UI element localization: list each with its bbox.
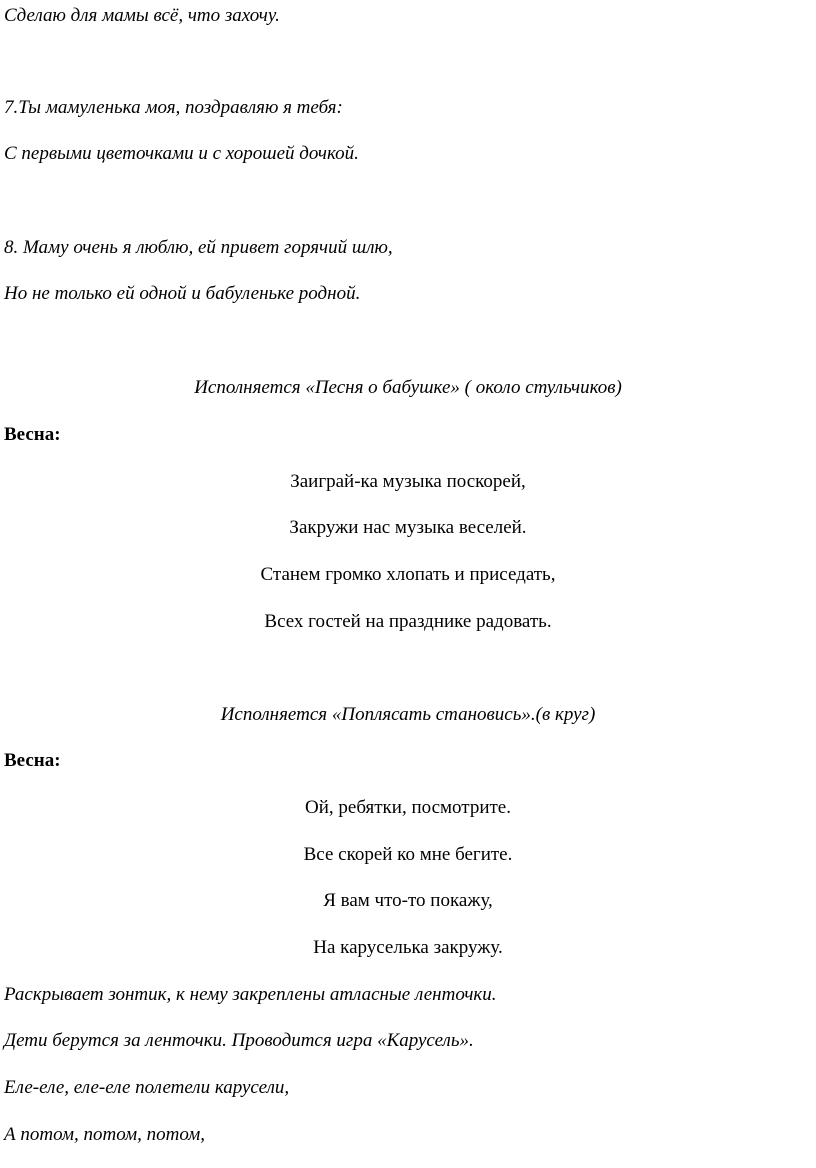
verse-line: Сделаю для мамы всё, что захочу. <box>4 5 280 26</box>
stage-direction: Исполняется «Песня о бабушке» ( около стульчиков) <box>194 377 622 398</box>
speaker-label: Весна: <box>4 750 61 771</box>
poem-line: Ой, ребятки, посмотрите. <box>305 797 511 818</box>
poem-line: Всех гостей на празднике радовать. <box>264 611 552 632</box>
poem-line: Все скорей ко мне бегите. <box>303 844 513 865</box>
stage-direction: Раскрывает зонтик, к нему закреплены атласные ленточки. <box>4 984 497 1005</box>
stage-direction: Исполняется «Поплясать становись».(в круг) <box>220 704 596 725</box>
poem-line: На каруселька закружу. <box>313 937 503 958</box>
verse-line: Но не только ей одной и бабуленьке родной. <box>4 283 361 304</box>
poem-line: Я вам что-то покажу, <box>323 890 493 911</box>
verse-line: А потом, потом, потом, <box>4 1124 205 1145</box>
speaker-label: Весна: <box>4 424 61 445</box>
verse-line: 7.Ты мамуленька моя, поздравляю я тебя: <box>4 97 343 118</box>
poem-line: Заиграй-ка музыка поскорей, <box>290 471 526 492</box>
verse-line: С первыми цветочками и с хорошей дочкой. <box>4 143 359 164</box>
verse-line: 8. Маму очень я люблю, ей привет горячий шлю, <box>4 237 393 258</box>
stage-direction: Дети берутся за ленточки. Проводится игра «Карусель». <box>4 1030 474 1051</box>
verse-line: Еле-еле, еле-еле полетели карусели, <box>4 1077 290 1098</box>
poem-line: Закружи нас музыка веселей. <box>289 517 527 538</box>
poem-line: Станем громко хлопать и приседать, <box>260 564 556 585</box>
